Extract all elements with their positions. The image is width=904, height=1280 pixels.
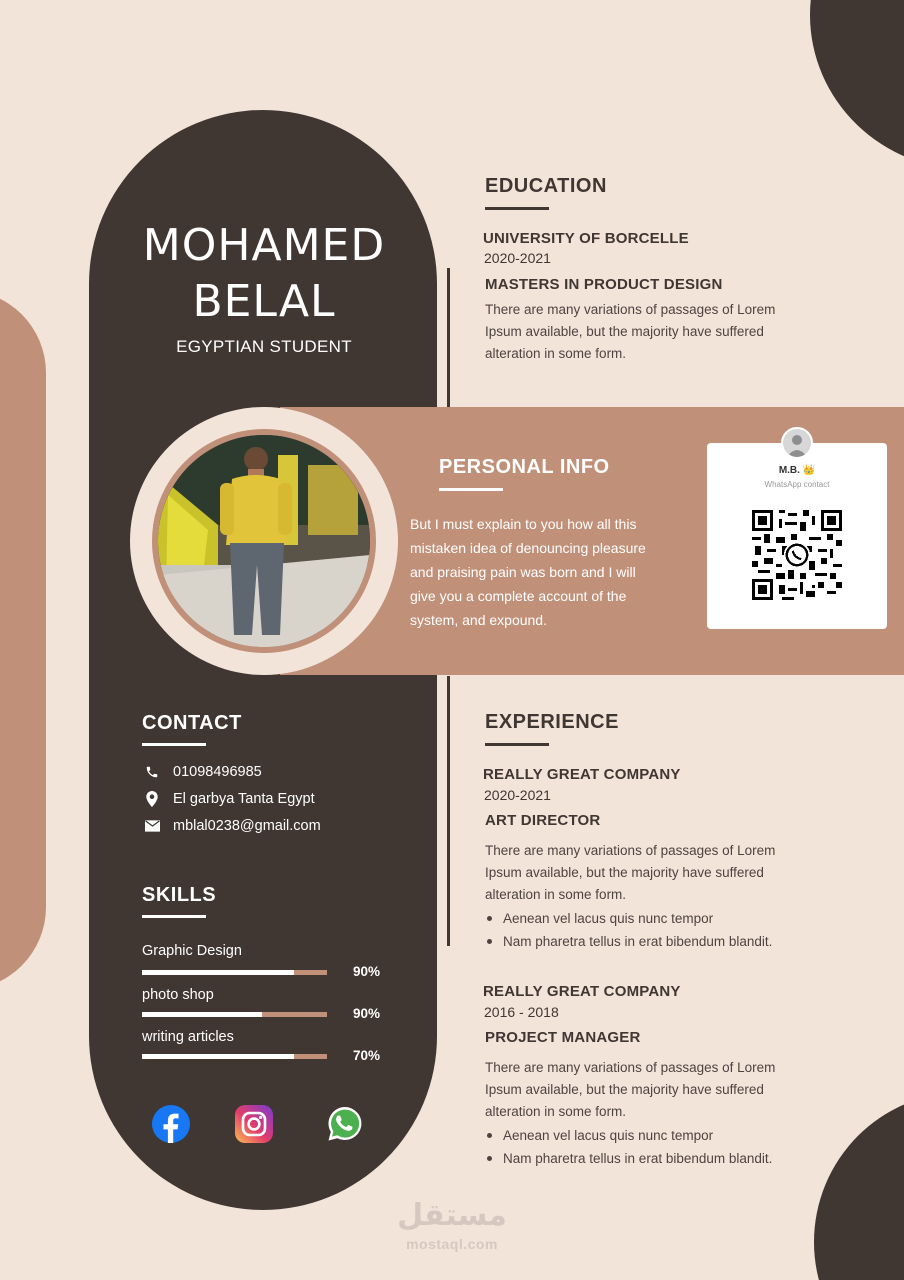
- skill-bar: [142, 1012, 327, 1017]
- skills-heading: SKILLS: [142, 884, 217, 906]
- skill-bar: [142, 1054, 327, 1059]
- list-item: Aenean vel lacus quis nunc tempor: [485, 1124, 772, 1147]
- experience-bullets: [485, 907, 772, 953]
- list-item: Aenean vel lacus quis nunc tempor: [485, 907, 772, 930]
- watermark-logo-latin: mostaql.com: [406, 1236, 498, 1252]
- qr-code-icon[interactable]: [752, 510, 842, 600]
- skill-percent: 90%: [353, 964, 381, 979]
- experience-title: PROJECT MANAGER: [485, 1029, 641, 1046]
- skill-percent: 90%: [353, 1006, 381, 1021]
- qr-contact-name: M.B. 👑: [778, 465, 816, 476]
- contact-email: mblal0238@gmail.com: [173, 818, 321, 834]
- divider-line-experience: [447, 676, 450, 946]
- divider-line-education: [447, 268, 450, 408]
- resume-name: [89, 218, 439, 330]
- instagram-icon[interactable]: [234, 1104, 274, 1144]
- decorative-circle-bottom-right: [814, 1092, 904, 1280]
- experience-description: There are many variations of passages of Lorem Ipsum available, but the majority have suffered alteration in some form.: [485, 843, 776, 902]
- experience-description: There are many variations of passages of Lorem Ipsum available, but the majority have suffered alteration in some form.: [485, 1060, 776, 1119]
- experience-title: ART DIRECTOR: [485, 812, 601, 829]
- mail-icon: [144, 818, 160, 834]
- name-first: MOHAMED: [142, 220, 386, 271]
- list-item: Nam pharetra tellus in erat bibendum blandit.: [485, 930, 772, 953]
- experience-years: 2020-2021: [484, 787, 551, 803]
- experience-company: REALLY GREAT COMPANY: [483, 983, 681, 1000]
- contact-underline: [142, 743, 206, 746]
- experience-underline: [485, 743, 549, 746]
- skill-bar-fill: [142, 1012, 262, 1017]
- qr-avatar-icon: [781, 427, 813, 459]
- qr-contact-subtitle: WhatsApp contact: [764, 480, 830, 489]
- experience-years: 2016 - 2018: [484, 1004, 559, 1020]
- contact-email-row[interactable]: [144, 818, 321, 834]
- skill-bar: [142, 970, 327, 975]
- phone-icon: [144, 764, 160, 780]
- role-title: EGYPTIAN STUDENT: [176, 337, 352, 356]
- skill-bar-fill: [142, 970, 294, 975]
- education-description: There are many variations of passages of Lorem Ipsum available, but the majority have suffered alteration in some form.: [485, 302, 776, 361]
- personal-info-text: But I must explain to you how all this mistaken idea of denouncing pleasure and praising pain was born and I will give you a complete account of the system, and expound.: [410, 516, 646, 628]
- location-pin-icon: [144, 791, 160, 807]
- education-institution: UNIVERSITY OF BORCELLE: [483, 230, 689, 247]
- experience-heading: EXPERIENCE: [485, 711, 619, 733]
- experience-bullets: [485, 1124, 772, 1170]
- facebook-icon[interactable]: [151, 1104, 191, 1144]
- education-underline: [485, 207, 549, 210]
- profile-photo-illustration: [158, 435, 370, 647]
- skill-name: writing articles: [142, 1029, 234, 1045]
- personal-info-underline: [439, 488, 503, 491]
- skill-percent: 70%: [353, 1048, 381, 1063]
- education-degree: MASTERS IN PRODUCT DESIGN: [485, 276, 723, 293]
- contact-address-row: [144, 791, 315, 807]
- education-heading: EDUCATION: [485, 175, 607, 197]
- contact-heading: CONTACT: [142, 712, 242, 734]
- skill-name: photo shop: [142, 987, 214, 1003]
- personal-info-heading: PERSONAL INFO: [439, 456, 610, 478]
- contact-phone-row[interactable]: [144, 764, 262, 780]
- whatsapp-icon[interactable]: [325, 1104, 365, 1144]
- skill-bar-fill: [142, 1054, 294, 1059]
- contact-phone: 01098496985: [173, 764, 262, 780]
- list-item: Nam pharetra tellus in erat bibendum blandit.: [485, 1147, 772, 1170]
- name-last: BELAL: [192, 276, 336, 327]
- skills-underline: [142, 915, 206, 918]
- skill-name: Graphic Design: [142, 943, 242, 959]
- profile-photo: [152, 429, 376, 653]
- contact-address: El garbya Tanta Egypt: [173, 791, 315, 807]
- experience-company: REALLY GREAT COMPANY: [483, 766, 681, 783]
- education-years: 2020-2021: [484, 250, 551, 266]
- decorative-circle-top-right: [810, 0, 904, 170]
- watermark-logo-arabic: مستقل: [397, 1198, 507, 1233]
- decorative-pill-left: [0, 290, 46, 990]
